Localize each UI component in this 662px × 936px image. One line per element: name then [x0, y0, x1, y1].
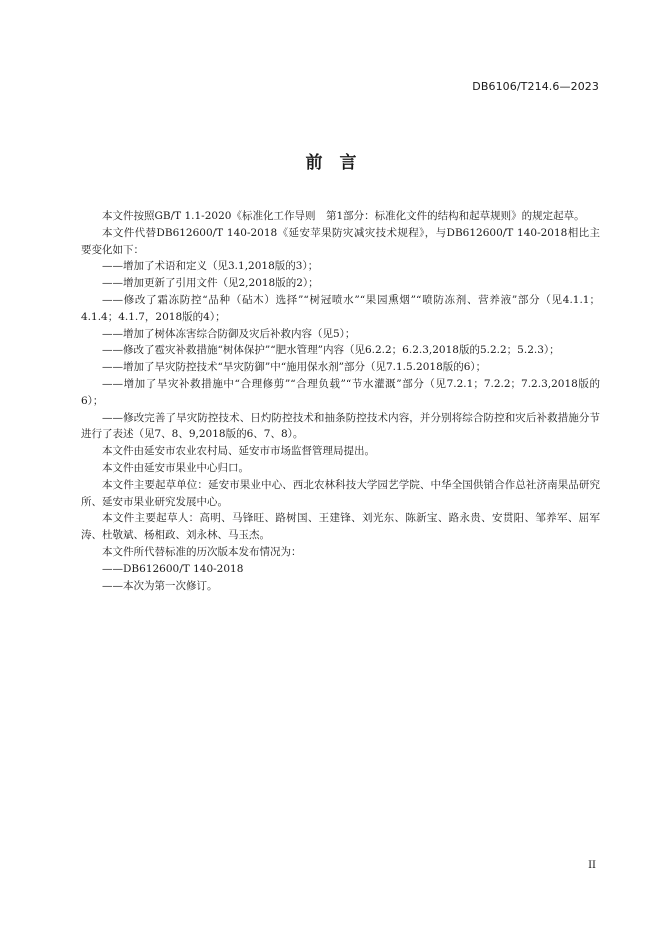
change-item: ——增加更新了引用文件（见2,2018版的2）； — [102, 277, 319, 290]
page-number: II — [588, 860, 596, 871]
paragraph-replacement: 本文件代替DB612600/T 140-2018《延安苹果防灾减灾技术规程》，与DB612600/T 140-2018相比主要变化如下： — [81, 226, 600, 256]
paragraph-drafting-units: 本文件主要起草单位：延安市果业中心、西北农林科技大学园艺学院、中华全国供销合作总社济南果品研究所、延安市果业研究发展中心。 — [81, 478, 600, 508]
paragraph-administrator: 本文件由延安市果业中心归口。 — [102, 461, 249, 474]
change-item: ——增加了旱灾补救措施中“合理修剪”“合理负载”“节水灌溉”部分（见7.2.1；7.2.2；7.2.3,2018版的6）； — [81, 377, 600, 407]
page-title: 前 言 — [305, 153, 357, 173]
foreword-body — [81, 208, 600, 594]
change-item: ——修改了霜冻防控“品种（砧木）选择”“树冠喷水”“果园熏烟”“喷防冻剂、营养液”部分（见4.1.1；4.1.4；4.1.7，2018版的4）； — [81, 293, 600, 323]
history-item: ——本次为第一次修订。 — [102, 579, 218, 592]
paragraph-history-intro: 本文件所代替标准的历次版本发布情况为： — [102, 545, 302, 558]
change-item: ——增加了术语和定义（见3.1,2018版的3）； — [102, 260, 319, 273]
change-item: ——增加了旱灾防控技术“旱灾防御”中“施用保水剂”部分（见7.1.5.2018版的6）； — [102, 361, 487, 374]
paragraph-proposer: 本文件由延安市农业农村局、延安市市场监督管理局提出。 — [102, 445, 375, 458]
paragraph-standard-basis: 本文件按照GB/T 1.1-2020《标准化工作导则 第1部分：标准化文件的结构和起草规则》的规定起草。 — [102, 210, 585, 222]
change-item: ——增加了树体冻害综合防御及灾后补救内容（见5）； — [102, 327, 356, 340]
change-item: ——修改了雹灾补救措施“树体保护”“肥水管理”内容（见6.2.2；6.2.3,2018版的5.2.2；5.2.3）； — [102, 344, 560, 357]
change-item: ——修改完善了旱灾防控技术、日灼防控技术和抽条防控技术内容，并分别将综合防控和灾后补救措施分节进行了表述（见7、8、9,2018版的6、7、8）。 — [81, 411, 600, 441]
document-code: DB6106/T214.6—2023 — [472, 80, 599, 93]
history-item: ——DB612600/T 140-2018 — [102, 562, 244, 575]
paragraph-drafters: 本文件主要起草人：高明、马锋旺、路树国、王建锋、刘光东、陈新宝、路永贵、安贯阳、邹养军、屈军涛、杜敬斌、杨相政、刘永林、马玉杰。 — [81, 512, 600, 542]
